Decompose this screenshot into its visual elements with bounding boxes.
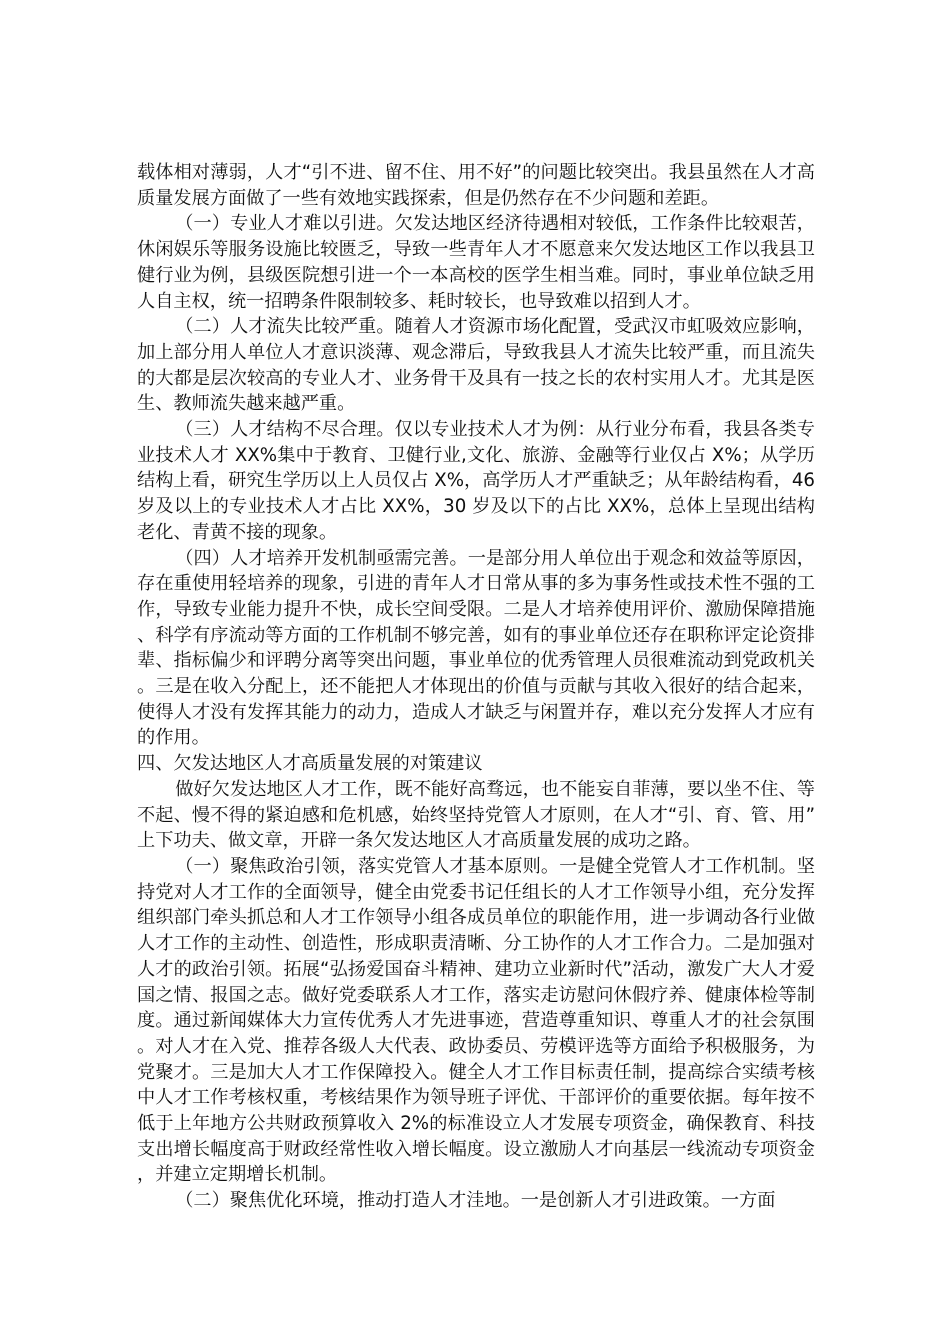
paragraph-intro-continuation: 载体相对薄弱，人才“引不进、留不住、用不好”的问题比较突出。我县虽然在人才高质量发展方面做了一些有效地实践探索，但是仍然存在不少问题和差距。 (137, 162, 815, 209)
paragraph-countermeasures-overview: 做好欠发达地区人才工作，既不能好高骛远，也不能妄自菲薄，要以坐不住、等不起、慢不得的紧迫感和危机感，始终坚持党管人才原则，在人才“引、育、管、用”上下功夫、做文章，开辟一条欠发达地区人才高质量发展的成功之路。 (137, 778, 815, 852)
paragraph-talent-introduction-difficulty: （一）专业人才难以引进。欠发达地区经济待遇相对较低，工作条件比较艰苦，休闲娱乐等服务设施比较匮乏，导致一些青年人才不愿意来欠发达地区工作以我县卫健行业为例，县级医院想引进一个一本高校的医学生相当难。同时，事业单位缺乏用人自主权，统一招聘条件限制较多、耗时较长，也导致难以招到人才。 (137, 213, 815, 312)
paragraph-talent-loss: （二）人才流失比较严重。随着人才资源市场化配置，受武汉市虹吸效应影响，加上部分用人单位人才意识淡薄、观念滞后，导致我县人才流失比较严重，而且流失的大都是层次较高的专业人才、业务骨干及具有一技之长的农村实用人才。尤其是医生、教师流失越来越严重。 (137, 316, 815, 415)
paragraph-optimize-environment: （二）聚焦优化环境，推动打造人才洼地。一是创新人才引进政策。一方面 (175, 1190, 776, 1212)
document-body (137, 160, 815, 1214)
paragraph-talent-training-mechanism: （四）人才培养开发机制亟需完善。一是部分用人单位出于观念和效益等原因，存在重使用轻培养的现象，引进的青年人才日常从事的多为事务性或技术性不强的工作，导致专业能力提升不快，成长空间受限。二是人才培养使用评价、激励保障措施、科学有序流动等方面的工作机制不够完善，如有的事业单位还存在职称评定论资排辈、指标偏少和评聘分离等突出问题，事业单位的优秀管理人员很难流动到党政机关。三是在收入分配上，还不能把人才体现出的价值与贡献与其收入很好的结合起来，使得人才没有发挥其能力的动力，造成人才缺乏与闲置并存，难以充分发挥人才应有的作用。 (137, 547, 815, 749)
section-heading-countermeasures: 四、欠发达地区人才高质量发展的对策建议 (137, 753, 483, 775)
paragraph-political-leadership: （一）聚焦政治引领，落实党管人才基本原则。一是健全党管人才工作机制。坚持党对人才工作的全面领导，健全由党委书记任组长的人才工作领导小组，充分发挥组织部门牵头抓总和人才工作领导小组各成员单位的职能作用，进一步调动各行业做人才工作的主动性、创造性，形成职责清晰、分工协作的人才工作合力。二是加强对人才的政治引领。拓展“弘扬爱国奋斗精神、建功立业新时代”活动，激发广大人才爱国之情、报国之志。做好党委联系人才工作，落实走访慰问休假疗养、健康体检等制度。通过新闻媒体大力宣传优秀人才先进事迹，营造尊重知识、尊重人才的社会氛围。对人才在入党、推荐各级人大代表、政协委员、劳模评选等方面给予积极服务，为党聚才。三是加大人才工作保障投入。健全人才工作目标责任制，提高综合实绩考核中人才工作考核权重，考核结果作为领导班子评优、干部评价的重要依据。每年按不低于上年地方公共财政预算收入 2%的标准设立人才发展专项资金，确保教育、科技支出增长幅度高于财政经常性收入增长幅度。设立激励人才向基层一线流动专项资金，并建立定期增长机制。 (137, 855, 815, 1186)
paragraph-talent-structure: （三）人才结构不尽合理。仅以专业技术人才为例：从行业分布看，我县各类专业技术人才 XX%集中于教育、卫健行业,文化、旅游、金融等行业仅占 X%；从学历结构上看，研究生学历以上人员仅占 X%，高学历人才严重缺乏；从年龄结构看，46 岁及以上的专业技术人才占比 XX%，30 岁及以下的占比 XX%，总体上呈现出结构老化、青黄不接的现象。 (137, 419, 815, 543)
